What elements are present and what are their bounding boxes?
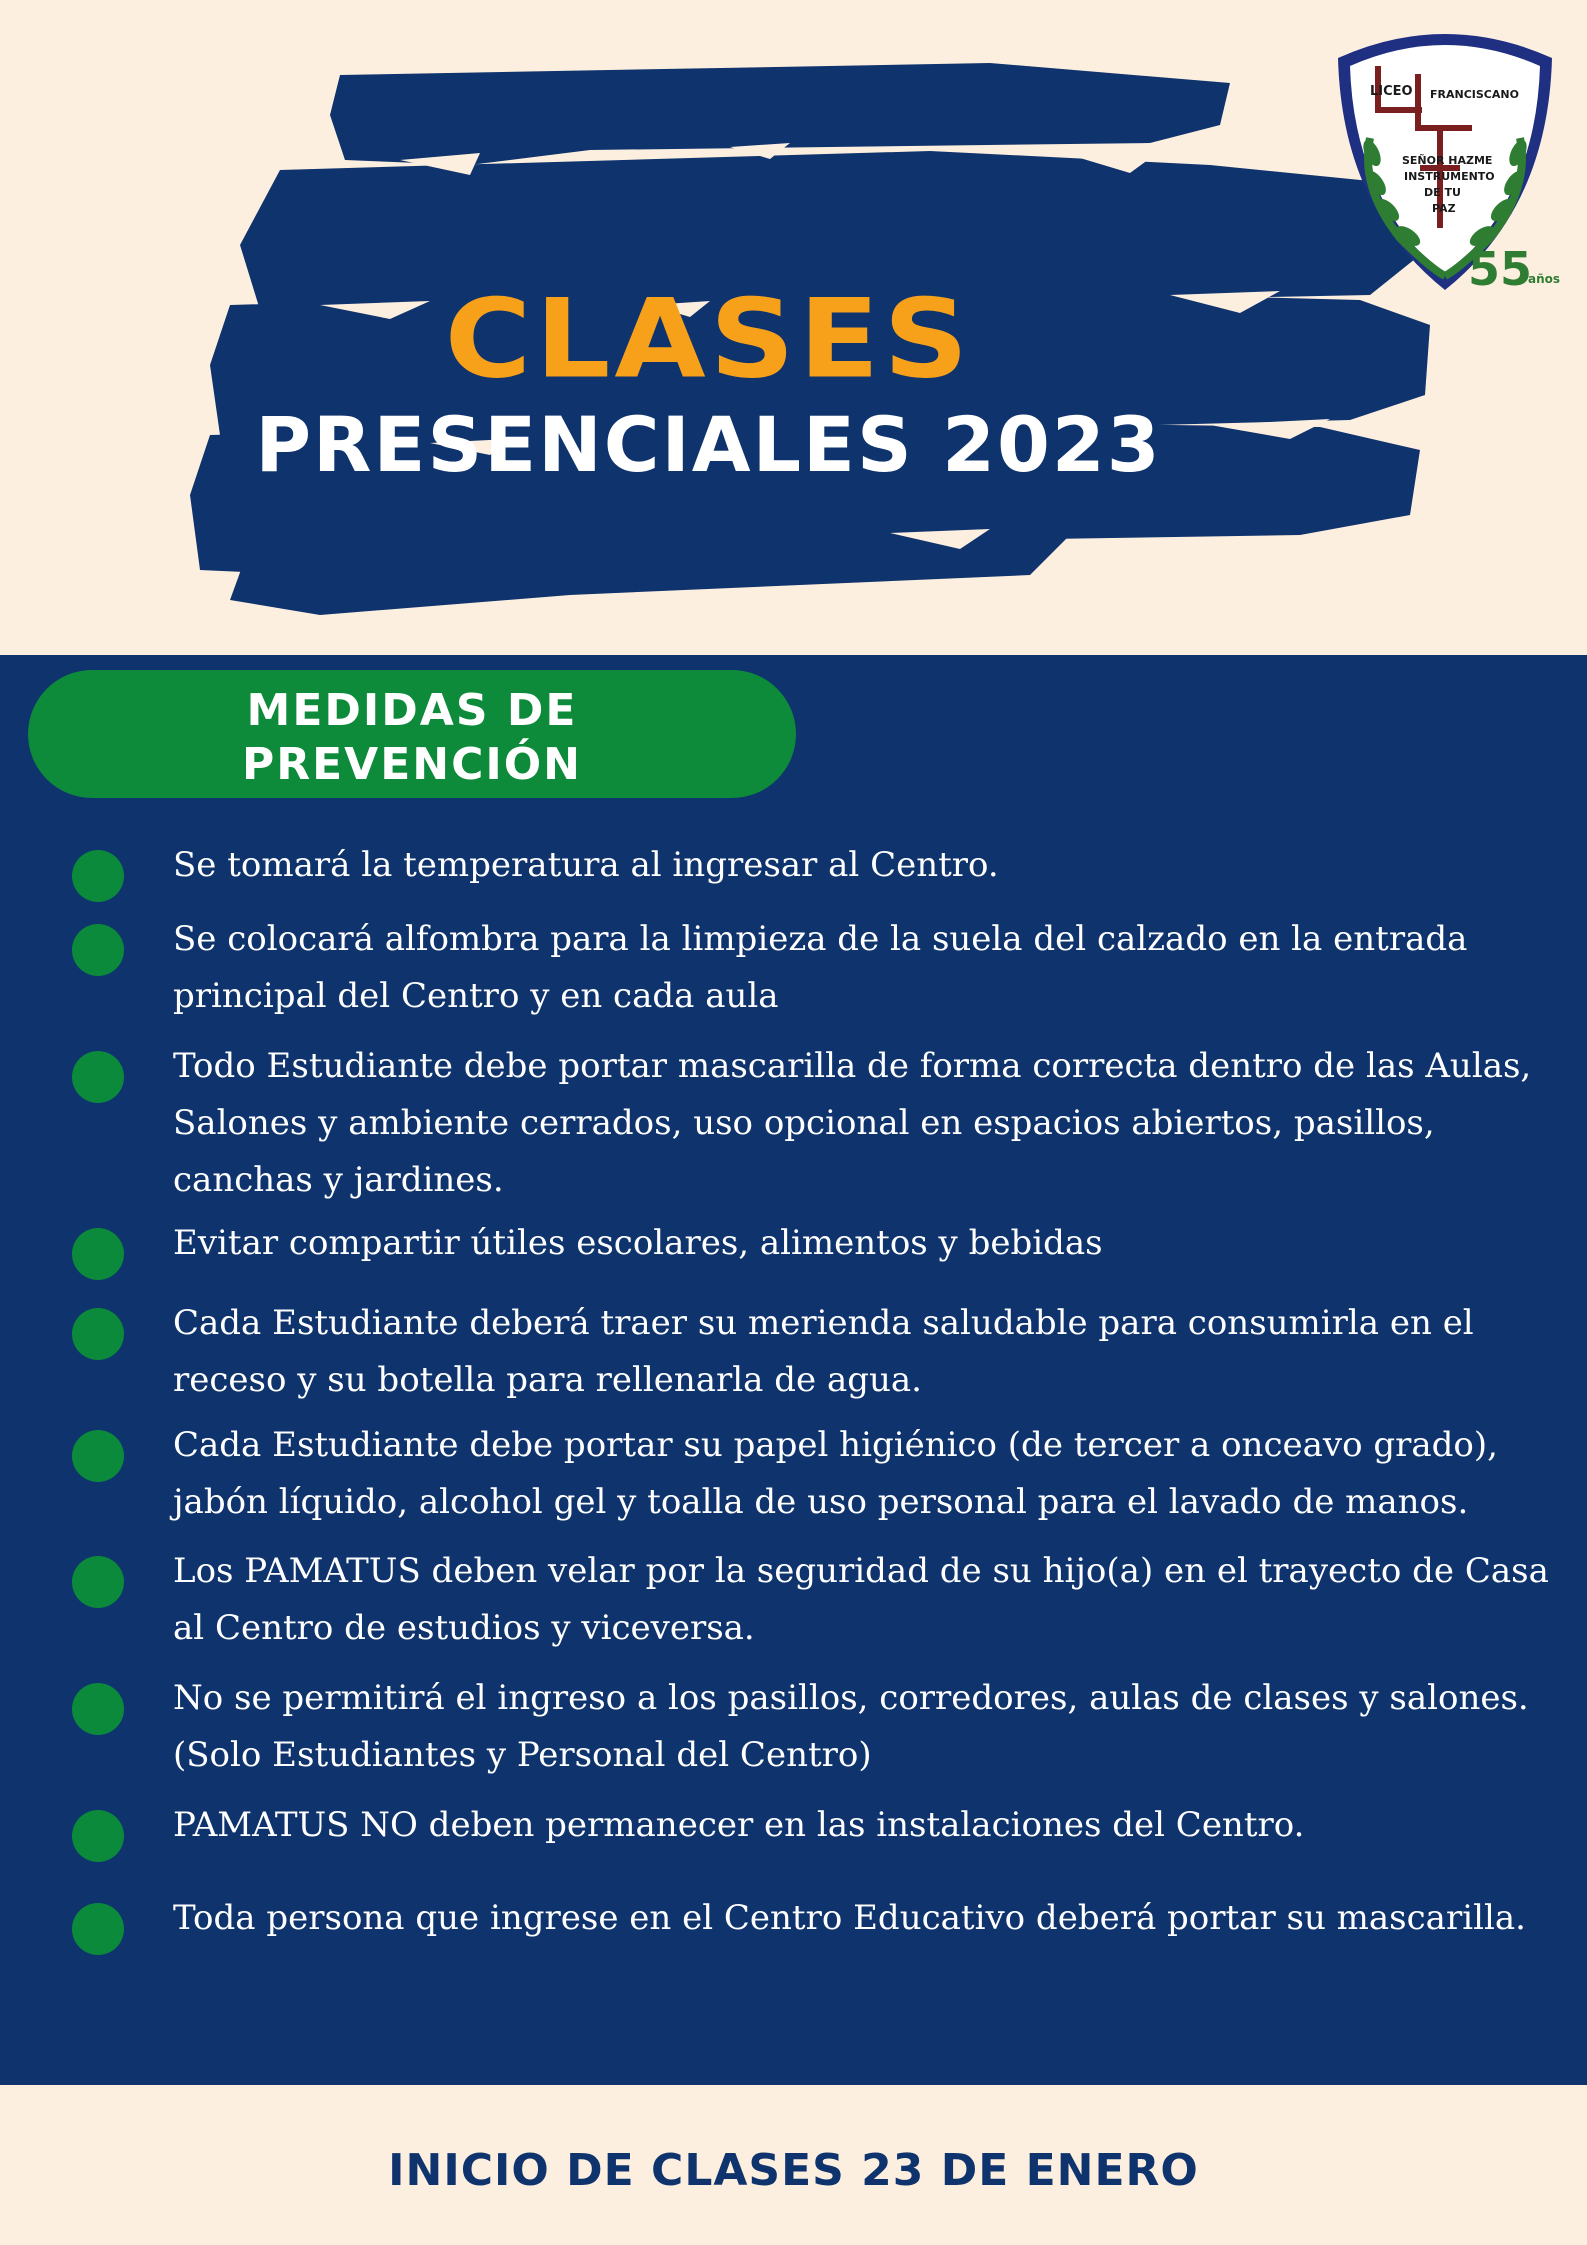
page-title: CLASES	[444, 275, 973, 403]
section-heading-line2: PREVENCIÓN	[241, 739, 582, 790]
bullet-dot-icon	[72, 1430, 124, 1482]
list-item-text: Evitar compartir útiles escolares, alimentos y bebidas	[173, 1223, 1103, 1263]
bullet-dot-icon	[72, 924, 124, 976]
bullet-dot-icon	[72, 850, 124, 902]
list-item-text: PAMATUS NO deben permanecer en las instalaciones del Centro.	[173, 1805, 1305, 1845]
school-crest-logo	[1320, 18, 1570, 303]
section-heading-line1: MEDIDAS DE	[246, 685, 578, 736]
list-item-text: Los PAMATUS deben velar por la seguridad de su hijo(a) en el trayecto de Casa al Centro de estudios y viceversa.	[173, 1551, 1549, 1648]
bullet-dot-icon	[72, 1228, 124, 1280]
crest-anniversary-number: 55	[1468, 242, 1533, 296]
crest-motto-line4: PAZ	[1432, 202, 1456, 215]
footer-start-date: INICIO DE CLASES 23 DE ENERO	[388, 2145, 1199, 2196]
bullet-dot-icon	[72, 1903, 124, 1955]
bullet-dot-icon	[72, 1683, 124, 1735]
crest-school-line1: LICEO	[1370, 84, 1413, 99]
bullet-dot-icon	[72, 1308, 124, 1360]
crest-school-line2: FRANCISCANO	[1430, 88, 1519, 101]
crest-motto-line1: SEÑOR HAZME	[1402, 154, 1493, 167]
prevention-measures-panel	[0, 655, 1587, 2085]
crest-anniversary-unit: años	[1528, 272, 1561, 286]
page-subtitle: PRESENCIALES 2023	[255, 400, 1162, 489]
list-item-text: No se permitirá el ingreso a los pasillos, corredores, aulas de clases y salones. (Solo Estudiantes y Personal del Centro)	[173, 1678, 1529, 1775]
section-heading	[28, 684, 796, 792]
header	[0, 0, 1587, 655]
list-item-text: Cada Estudiante debe portar su papel higiénico (de tercer a onceavo grado), jabón líquido, alcohol gel y toalla de uso personal para el lavado de manos.	[173, 1425, 1498, 1522]
crest-motto-line3: DE TU	[1424, 186, 1461, 199]
list-item-text: Se colocará alfombra para la limpieza de la suela del calzado en la entrada principal del Centro y en cada aula	[173, 919, 1468, 1016]
list-item-text: Cada Estudiante deberá traer su merienda saludable para consumirla en el receso y su botella para rellenarla de agua.	[173, 1303, 1474, 1400]
list-item-text: Todo Estudiante debe portar mascarilla de forma correcta dentro de las Aulas, Salones y ambiente cerrados, uso opcional en espacios abiertos, pasillos, canchas y jardines.	[173, 1046, 1532, 1200]
footer	[0, 2085, 1587, 2245]
crest-motto-line2: INSTRUMENTO	[1404, 170, 1495, 183]
title-sub-wrap	[0, 400, 1587, 489]
section-heading-pill	[28, 670, 796, 798]
list-item-text: Toda persona que ingrese en el Centro Educativo deberá portar su mascarilla.	[173, 1898, 1526, 1938]
list-item-text: Se tomará la temperatura al ingresar al Centro.	[173, 845, 999, 885]
bullet-dot-icon	[72, 1810, 124, 1862]
bullet-dot-icon	[72, 1556, 124, 1608]
bullet-dot-icon	[72, 1051, 124, 1103]
